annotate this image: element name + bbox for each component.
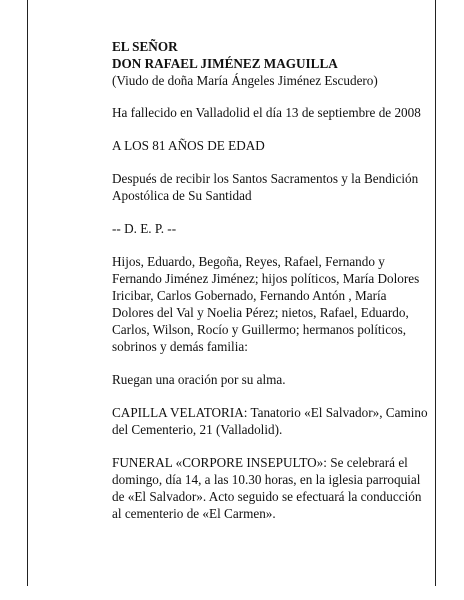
death-paragraph: Ha fallecido en Valladolid el día 13 de septiembre de 2008: [112, 105, 421, 120]
right-border-line: [435, 0, 436, 586]
chapel-paragraph: CAPILLA VELATORIA: Tanatorio «El Salvador», Camino del Cementerio, 21 (Valladolid).: [112, 405, 428, 437]
obituary-notice: [112, 38, 428, 538]
obituary-heading: [112, 38, 428, 89]
rip-paragraph: -- D. E. P. --: [112, 221, 177, 236]
age-paragraph: A LOS 81 AÑOS DE EDAD: [112, 138, 265, 153]
widower-subtitle: (Viudo de doña María Ángeles Jiménez Escudero): [112, 73, 378, 88]
funeral-paragraph: FUNERAL «CORPORE INSEPULTO»: Se celebrará el domingo, día 14, a las 10.30 horas, en la iglesia parroquial de «El Salvador». Acto seguido se efectuará la conducción al cementerio de «El Carmen».: [112, 455, 422, 521]
title-line-1: EL SEÑOR: [112, 39, 178, 54]
prayer-paragraph: Ruegan una oración por su alma.: [112, 372, 286, 387]
family-paragraph: Hijos, Eduardo, Begoña, Reyes, Rafael, Fernando y Fernando Jiménez Jiménez; hijos políticos, María Dolores Iricibar, Carlos Gobernado, Fernando Antón , María Dolores del Val y Noelia Pérez; nietos, Rafael, Eduardo, Carlos, Wilson, Rocío y Guillermo; hermanos políticos, sobrinos y demás familia:: [112, 254, 420, 354]
sacraments-paragraph: Después de recibir los Santos Sacramentos y la Bendición Apostólica de Su Santidad: [112, 171, 419, 203]
left-border-line: [27, 0, 28, 586]
title-line-2: DON RAFAEL JIMÉNEZ MAGUILLA: [112, 56, 338, 71]
